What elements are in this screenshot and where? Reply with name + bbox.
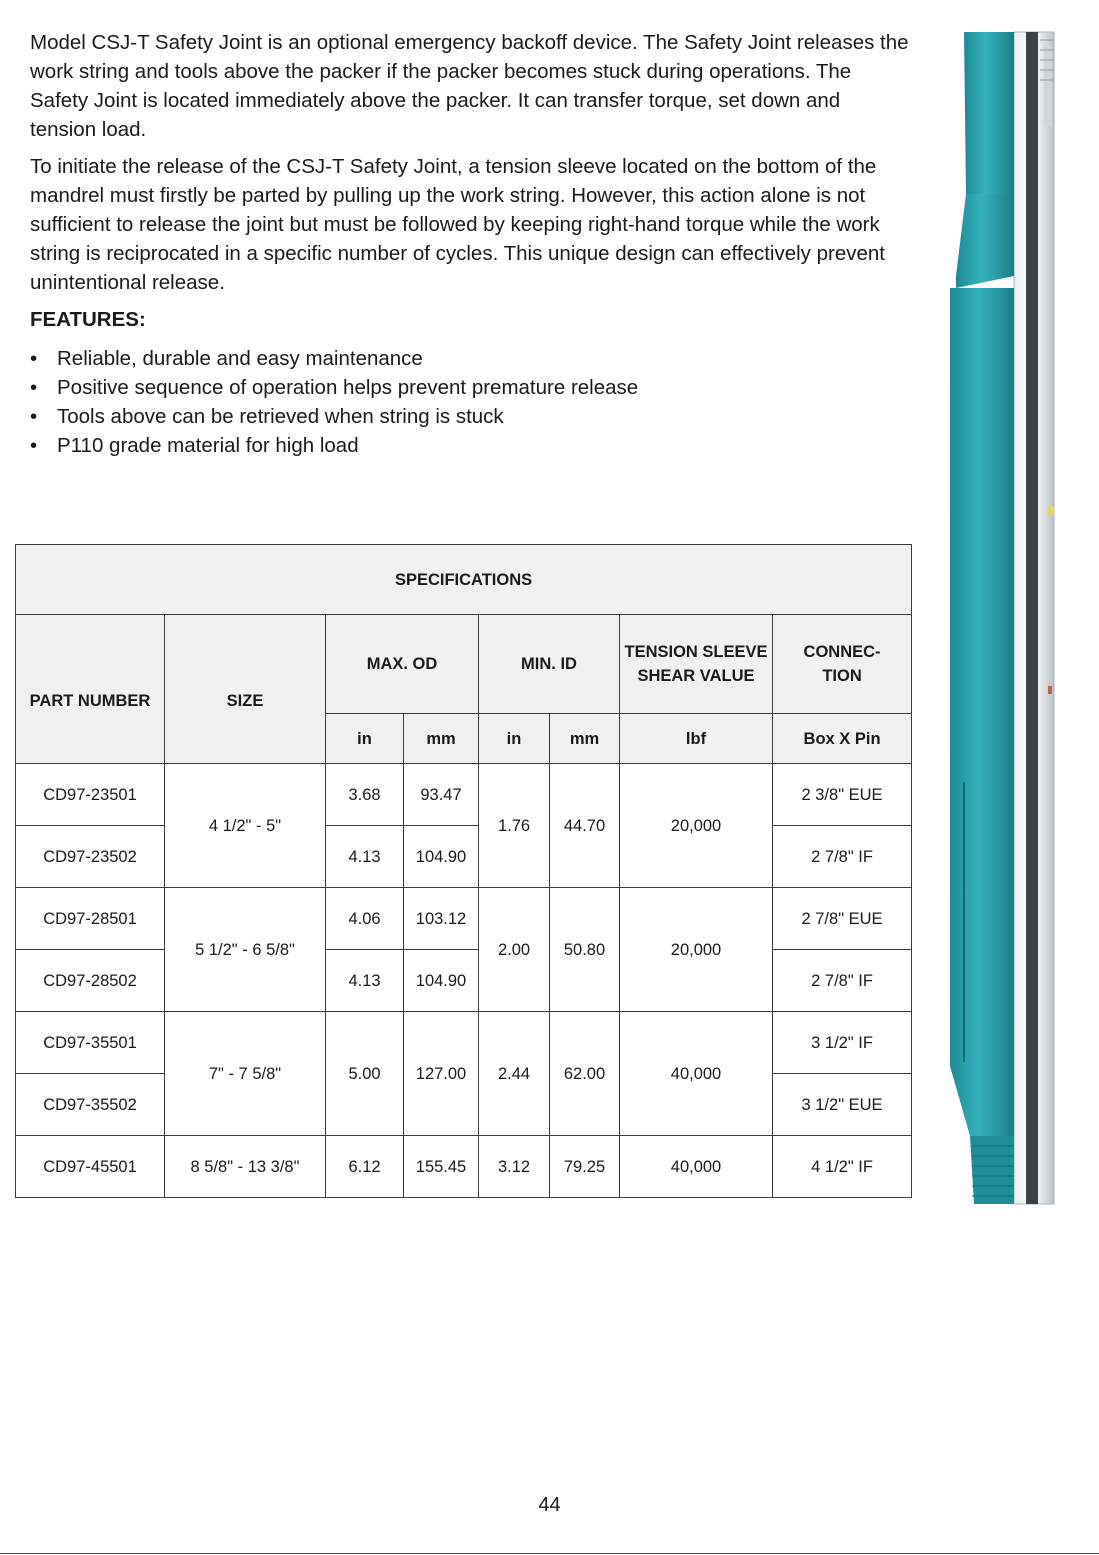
table-row xyxy=(16,1012,912,1074)
cell-od-mm: 93.47 xyxy=(404,764,479,826)
table-title: SPECIFICATIONS xyxy=(16,545,912,615)
unit-od-in: in xyxy=(326,714,404,764)
cell-tension: 20,000 xyxy=(620,888,773,1012)
footer-divider xyxy=(0,1553,1099,1554)
table-row xyxy=(16,826,912,888)
unit-id-mm: mm xyxy=(550,714,620,764)
specifications-table xyxy=(15,544,912,1198)
safety-joint-tool-illustration xyxy=(944,26,1080,1206)
cell-id-in: 1.76 xyxy=(479,764,550,888)
intro-paragraph: To initiate the release of the CSJ-T Safety Joint, a tension sleeve located on the bottom of the mandrel must firstly be parted by pulling up the work string. However, this action alone is not sufficient to release the joint but must be followed by keeping right-hand torque while the work string is reciprocated in a specific number of cycles. This unique design can effectively prevent unintentional release. xyxy=(30,155,885,294)
feature-item: • P110 grade material for high load xyxy=(30,431,910,460)
cell-id-in: 3.12 xyxy=(479,1136,550,1198)
cell-connection: 2 7/8" IF xyxy=(773,950,912,1012)
cell-id-mm: 79.25 xyxy=(550,1136,620,1198)
cell-tension: 40,000 xyxy=(620,1136,773,1198)
header-size: SIZE xyxy=(165,615,326,764)
feature-item: • Reliable, durable and easy maintenance xyxy=(30,344,910,373)
table-row xyxy=(16,764,912,826)
unit-id-in: in xyxy=(479,714,550,764)
tool-drawing xyxy=(944,26,1080,1206)
cell-connection: 2 3/8" EUE xyxy=(773,764,912,826)
cell-size: 7" - 7 5/8" xyxy=(165,1012,326,1136)
page-number: 44 xyxy=(538,1494,561,1516)
cell-od-in: 4.13 xyxy=(326,826,404,888)
table-row xyxy=(16,888,912,950)
cell-od-in: 6.12 xyxy=(326,1136,404,1198)
unit-od-mm: mm xyxy=(404,714,479,764)
cell-size: 8 5/8" - 13 3/8" xyxy=(165,1136,326,1198)
cell-id-mm: 62.00 xyxy=(550,1012,620,1136)
cell-tension: 40,000 xyxy=(620,1012,773,1136)
feature-item: • Positive sequence of operation helps prevent premature release xyxy=(30,373,910,402)
unit-connection: Box X Pin xyxy=(773,714,912,764)
cell-part-number: CD97-35502 xyxy=(16,1074,165,1136)
cell-part-number: CD97-23502 xyxy=(16,826,165,888)
header-part-number: PART NUMBER xyxy=(16,615,165,764)
cell-connection: 4 1/2" IF xyxy=(773,1136,912,1198)
features-list xyxy=(30,344,910,460)
header-connection: CONNEC-TION xyxy=(773,615,912,714)
unit-tension: lbf xyxy=(620,714,773,764)
cell-od-mm: 155.45 xyxy=(404,1136,479,1198)
intro-section xyxy=(30,28,910,460)
cell-part-number: CD97-35501 xyxy=(16,1012,165,1074)
cell-tension: 20,000 xyxy=(620,764,773,888)
cell-connection: 3 1/2" IF xyxy=(773,1012,912,1074)
cell-connection: 3 1/2" EUE xyxy=(773,1074,912,1136)
features-heading: FEATURES: xyxy=(30,308,146,331)
cell-od-in: 4.13 xyxy=(326,950,404,1012)
cell-id-mm: 44.70 xyxy=(550,764,620,888)
cell-id-mm: 50.80 xyxy=(550,888,620,1012)
cell-od-mm: 103.12 xyxy=(404,888,479,950)
cell-size: 4 1/2" - 5" xyxy=(165,764,326,888)
cell-od-mm: 104.90 xyxy=(404,826,479,888)
table-row xyxy=(16,1136,912,1198)
cell-part-number: CD97-28502 xyxy=(16,950,165,1012)
cell-od-in: 3.68 xyxy=(326,764,404,826)
intro-paragraph: Model CSJ-T Safety Joint is an optional emergency backoff device. The Safety Joint releases the work string and tools above the packer if the packer becomes stuck during operations. The Safety Joint is located immediately above the packer. It can transfer torque, set down and tension load. xyxy=(30,31,909,141)
cell-part-number: CD97-28501 xyxy=(16,888,165,950)
cell-connection: 2 7/8" IF xyxy=(773,826,912,888)
header-min-id: MIN. ID xyxy=(479,615,620,714)
cell-od-in: 5.00 xyxy=(326,1012,404,1136)
table-row xyxy=(16,950,912,1012)
cell-part-number: CD97-45501 xyxy=(16,1136,165,1198)
cell-size: 5 1/2" - 6 5/8" xyxy=(165,888,326,1012)
cell-od-mm: 104.90 xyxy=(404,950,479,1012)
cell-od-mm: 127.00 xyxy=(404,1012,479,1136)
feature-item: • Tools above can be retrieved when string is stuck xyxy=(30,402,910,431)
header-tension-sleeve: TENSION SLEEVE SHEAR VALUE xyxy=(620,615,773,714)
cell-od-in: 4.06 xyxy=(326,888,404,950)
header-max-od: MAX. OD xyxy=(326,615,479,714)
cell-id-in: 2.44 xyxy=(479,1012,550,1136)
cell-part-number: CD97-23501 xyxy=(16,764,165,826)
cell-connection: 2 7/8" EUE xyxy=(773,888,912,950)
cell-id-in: 2.00 xyxy=(479,888,550,1012)
